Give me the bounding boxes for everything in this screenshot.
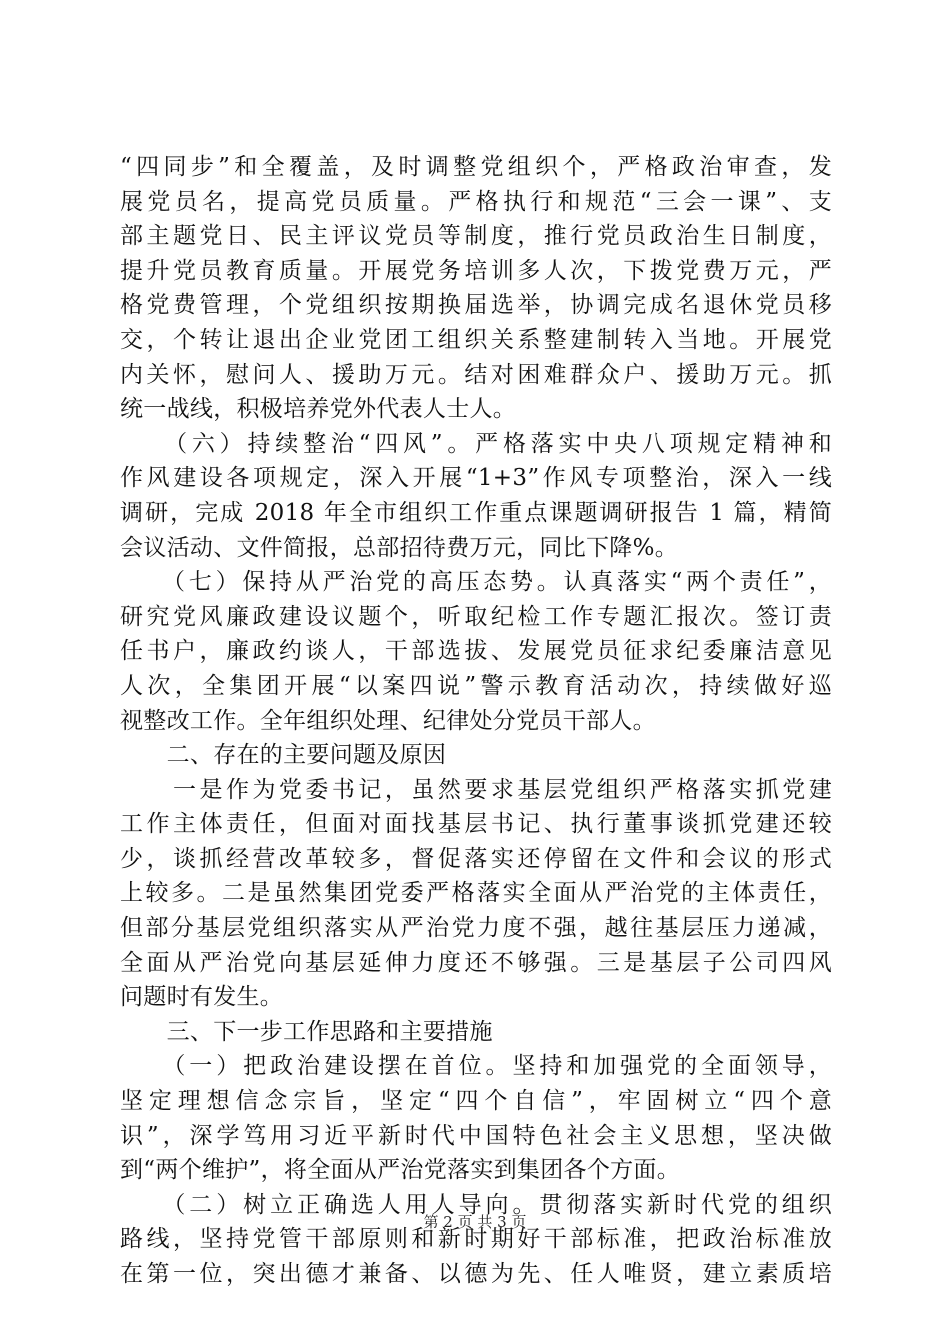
text-line: 内关怀，慰问人、援助万元。结对困难群众户、援助万元。抓 <box>120 361 832 388</box>
text-line: 坚定理想信念宗旨，坚定“四个自信”，牢固树立“四个意 <box>120 1088 832 1115</box>
text-line: （七）保持从严治党的高压态势。认真落实“两个责任”， <box>120 569 832 596</box>
page-footer: 第 2 页 共 3 页 <box>423 1213 527 1231</box>
text-line: 部主题党日、民主评议党员等制度，推行党员政治生日制度， <box>120 223 832 250</box>
text-line: 格党费管理，个党组织按期换届选举，协调完成名退休党员移 <box>120 292 832 319</box>
text-line: 少，谈抓经营改革较多，督促落实还停留在文件和会议的形式 <box>120 845 832 872</box>
text-line: 研究党风廉政建设议题个，听取纪检工作专题汇报次。签订责 <box>120 603 832 630</box>
text-line: 人次，全集团开展“以案四说”警示教育活动次，持续做好巡 <box>120 672 832 699</box>
text-line: 路线，坚持党管干部原则和新时期好干部标准，把政治标准放 <box>120 1226 832 1253</box>
text-line: （一）把政治建设摆在首位。坚持和加强党的全面领导， <box>120 1053 832 1080</box>
text-line: 一是作为党委书记，虽然要求基层党组织严格落实抓党建 <box>120 776 832 803</box>
text-line: 识”，深学笃用习近平新时代中国特色社会主义思想，坚决做 <box>120 1122 832 1149</box>
text-line: 作风建设各项规定，深入开展“1+3”作风专项整治，深入一线 <box>120 465 832 492</box>
text-line: 问题时有发生。 <box>120 984 284 1011</box>
text-line: 上较多。二是虽然集团党委严格落实全面从严治党的主体责任， <box>120 880 832 907</box>
text-line: 二、存在的主要问题及原因 <box>120 742 447 769</box>
text-line: 统一战线，积极培养党外代表人士人。 <box>120 396 517 423</box>
text-line: 工作主体责任，但面对面找基层书记、执行董事谈抓党建还较 <box>120 811 832 838</box>
text-line: 调研，完成 2018 年全市组织工作重点课题调研报告 1 篇，精简 <box>120 499 832 526</box>
text-line: 三、下一步工作思路和主要措施 <box>120 1018 493 1045</box>
text-line: “四同步”和全覆盖，及时调整党组织个，严格政治审查，发 <box>120 154 832 180</box>
text-line: （二）树立正确选人用人导向。贯彻落实新时代党的组织 <box>120 1191 832 1218</box>
text-line: 到“两个维护”，将全面从严治党落实到集团各个方面。 <box>120 1157 681 1184</box>
text-line: 任书户，廉政约谈人，干部选拔、发展党员征求纪委廉洁意见 <box>120 638 832 665</box>
text-line: 交，个转让退出企业党团工组织关系整建制转入当地。开展党 <box>120 326 832 353</box>
text-line: 全面从严治党向基层延伸力度还不够强。三是基层子公司四风 <box>120 949 832 976</box>
text-line: 会议活动、文件简报，总部招待费万元，同比下降%。 <box>120 534 679 561</box>
text-line: 但部分基层党组织落实从严治党力度不强，越往基层压力递减， <box>120 915 832 942</box>
body-text <box>120 150 832 1292</box>
text-line: 视整改工作。全年组织处理、纪律处分党员干部人。 <box>120 707 656 734</box>
text-line: 提升党员教育质量。开展党务培训多人次，下拨党费万元，严 <box>120 257 832 284</box>
text-line: 在第一位，突出德才兼备、以德为先、任人唯贤，建立素质培 <box>120 1261 832 1287</box>
text-line: （六）持续整治“四风”。严格落实中央八项规定精神和 <box>120 430 832 457</box>
text-line: 展党员名，提高党员质量。严格执行和规范“三会一课”、支 <box>120 188 832 215</box>
